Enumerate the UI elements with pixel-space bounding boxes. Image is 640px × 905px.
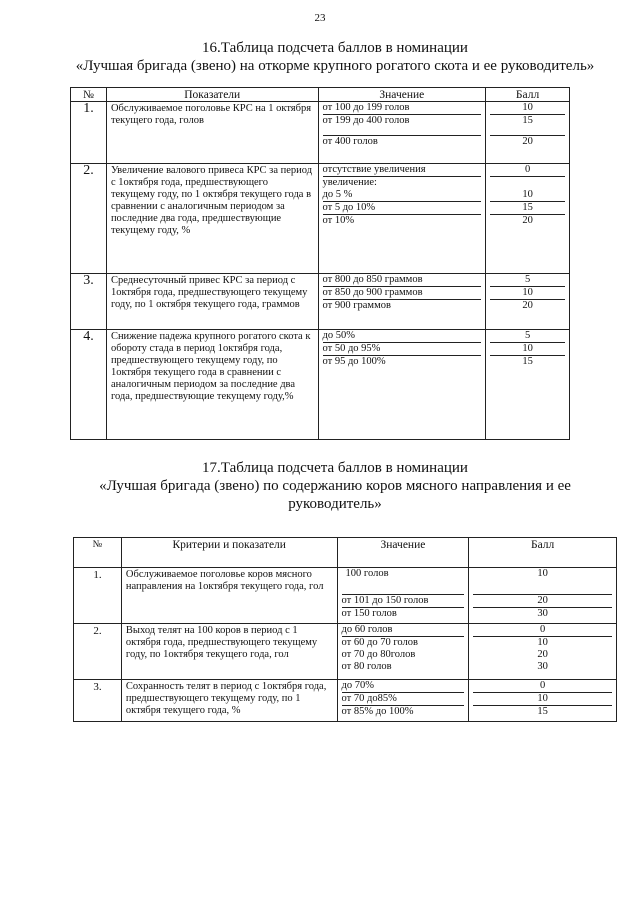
points-item: 30 [473,607,612,620]
table-row [71,330,570,440]
row-values [337,624,469,680]
row-values [337,680,469,722]
row-indicator: Снижение падежа крупного рогатого скота к обороту стада в период 1октября года, предшествующего текущему году, по 1октября текущего года в сравнении с аналогичным периодом за последние два года, предшествующие текущему году,% [106,330,318,440]
table17-title-line2: «Лучшая бригада (звено) по содержанию коров мясного направления и ее [99,478,571,494]
row-points [486,102,570,164]
points-item: 5 [524,274,531,285]
row-values [318,274,486,330]
row-indicator: Увеличение валового привеса КРС за период с 1октября года, предшествующего текущему году, по 1 октября текущего года в сравнении с аналогичным периодом за последние два года, предшествующие текущему году, % [106,164,318,274]
value-item: до 5 % [322,189,353,200]
table-16 [70,87,570,440]
table-row [71,274,570,330]
points-item: 20 [537,649,548,660]
points-item: 10 [537,568,548,579]
value-item: от 199 до 400 голов [323,114,482,127]
header-points: Балл [469,538,617,568]
points-item: 0 [540,624,546,635]
row-points [486,274,570,330]
value-item: от 50 до 95% [323,342,482,355]
value-item: от 10% [323,214,482,227]
row-num: 3. [71,274,107,330]
points-item [490,176,565,189]
row-indicator: Обслуживаемое поголовье КРС на 1 октября текущего года, голов [106,102,318,164]
table16-header-row [71,88,570,102]
value-item: от 80 голов [341,661,392,672]
value-item: отсутствие увеличения [322,164,426,175]
value-item: от 150 голов [342,607,465,620]
table-17 [73,537,617,722]
row-values [318,164,486,274]
value-item: от 85% до 100% [342,705,465,718]
row-values [318,330,486,440]
value-item: от 900 граммов [323,299,482,312]
row-num: 2. [74,624,122,680]
header-num: № [74,538,122,568]
points-item: 15 [490,201,565,214]
row-num: 1. [74,568,122,624]
row-points [486,164,570,274]
value-item: от 101 до 150 голов [342,594,465,607]
header-value: Значение [337,538,469,568]
points-item: 10 [490,286,565,299]
points-item: 10 [522,102,533,113]
header-indicators: Критерии и показатели [121,538,337,568]
table17-header-row [74,538,617,568]
row-indicator: Выход телят на 100 коров в период с 1 октября года, предшествующего текущему году, по 1октября текущего года, гол [121,624,337,680]
table-row [71,102,570,164]
header-num: № [71,88,107,102]
row-indicator: Среднесуточный привес КРС за период с 1октября года, предшествующего текущему году, по 1 октября текущего года, граммов [106,274,318,330]
value-item: от 70 до 80голов [341,649,416,660]
table-row [74,568,617,624]
value-item: до 70% [341,680,375,691]
page-number: 23 [314,12,326,24]
row-num: 4. [71,330,107,440]
value-item: от 70 до85% [342,692,465,705]
value-item: от 95 до 100% [323,355,482,368]
row-points [486,330,570,440]
table-row [74,624,617,680]
row-num: 1. [71,102,107,164]
value-item: до 60 голов [341,624,393,635]
table-row [71,164,570,274]
value-item: до 50% [322,330,355,341]
value-item: от 850 до 900 граммов [323,286,482,299]
row-values [318,102,486,164]
points-item: 5 [524,330,531,341]
points-item: 15 [473,705,612,718]
row-points [469,680,617,722]
row-num: 2. [71,164,107,274]
value-item: от 60 до 70 голов [342,636,465,649]
value-item: от 5 до 10% [323,201,482,214]
value-item: от 400 голов [323,135,482,148]
points-item: 20 [490,135,565,148]
points-item: 30 [537,661,548,672]
table17-title-line3: руководитель» [288,496,382,512]
table16-title-line1: 16.Таблица подсчета баллов в номинации [202,40,468,56]
row-points [469,624,617,680]
points-item: 15 [490,355,565,368]
points-item: 20 [473,594,612,607]
points-item: 15 [490,114,565,127]
points-item: 10 [490,342,565,355]
header-value: Значение [318,88,486,102]
value-item: 100 голов [345,568,389,579]
points-item: 10 [522,189,533,200]
value-item: от 800 до 850 граммов [322,274,423,285]
value-item: от 100 до 199 голов [322,102,410,113]
points-item: 10 [473,692,612,705]
points-item: 0 [524,164,531,175]
value-item: увеличение: [323,176,482,189]
table-row [74,680,617,722]
row-values [337,568,469,624]
points-item: 0 [540,680,546,691]
points-item: 20 [490,214,565,227]
row-indicator: Обслуживаемое поголовье коров мясного направления на 1октября текущего года, гол [121,568,337,624]
header-indicators: Показатели [106,88,318,102]
row-points [469,568,617,624]
table16-title-line2: «Лучшая бригада (звено) на откорме крупного рогатого скота и ее руководитель» [75,58,595,74]
table17-title-line1: 17.Таблица подсчета баллов в номинации [202,460,468,476]
header-points: Балл [486,88,570,102]
row-indicator: Сохранность телят в период с 1октября года, предшествующего текущему году, по 1 октября текущего года, % [121,680,337,722]
points-item: 20 [490,299,565,312]
points-item: 10 [473,636,612,649]
row-num: 3. [74,680,122,722]
